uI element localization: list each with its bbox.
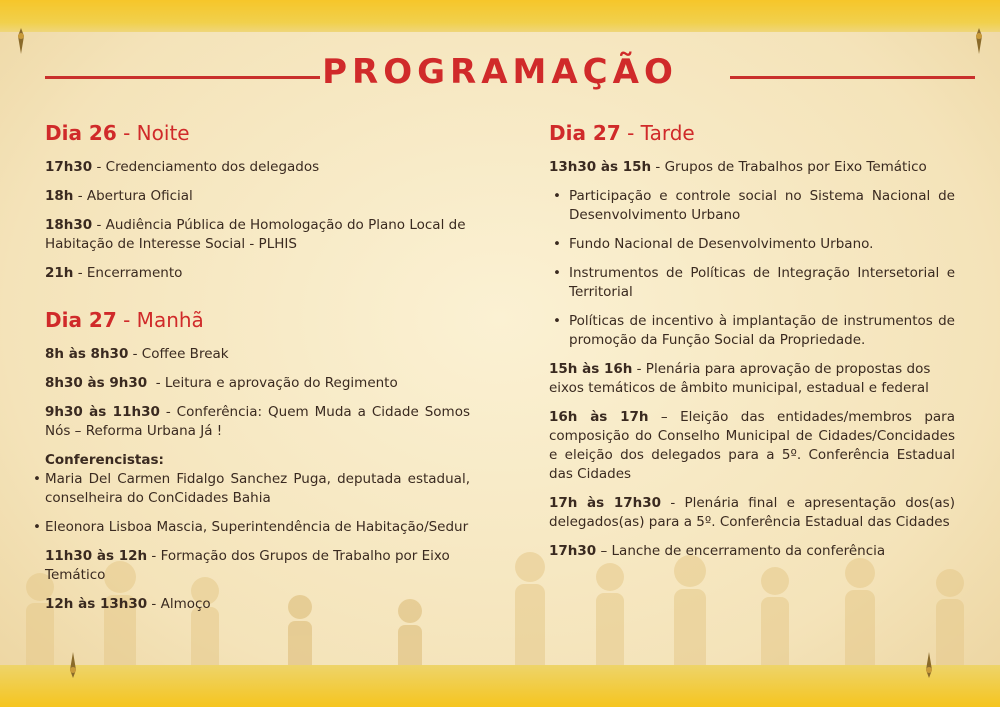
schedule-entry (45, 374, 470, 393)
entry-text: - Plenária para aprovação de propostas dos eixos temáticos de âmbito municipal, estadual e federal (549, 361, 931, 396)
day-heading-27-tarde (549, 120, 955, 146)
theme-text: Participação e controle social no Sistema Nacional de Desenvolvimento Urbano (569, 188, 955, 223)
bullet-icon: • (553, 265, 561, 281)
entry-text: - Credenciamento dos delegados (92, 159, 320, 175)
bullet-icon: • (553, 236, 561, 252)
theme-text: Instrumentos de Políticas de Integração Intersetorial e Territorial (569, 265, 955, 300)
entry-time: 9h30 às 11h30 (45, 404, 160, 420)
day-label: Dia 27 (549, 121, 621, 145)
left-column (33, 120, 470, 624)
schedule-entry (549, 360, 955, 398)
entry-text: - Encerramento (73, 265, 183, 281)
day-label: Dia 26 (45, 121, 117, 145)
entry-time: 15h às 16h (549, 361, 633, 377)
speakers-heading: Conferencistas: (45, 452, 164, 468)
schedule-entry (45, 345, 470, 364)
entry-time: 8h às 8h30 (45, 346, 129, 362)
entry-text: - Formação dos Grupos de Trabalho por Eixo Temático (45, 548, 450, 583)
day-period: - Tarde (627, 121, 695, 145)
schedule-entry (45, 595, 470, 614)
theme-item (549, 235, 955, 254)
speaker-text: Eleonora Lisboa Mascia, Superintendência de Habitação/Sedur (45, 519, 469, 535)
entry-text: - Conferência: Quem Muda a Cidade Somos Nós – Reforma Urbana Já ! (45, 404, 470, 439)
entry-time: 16h às 17h (549, 409, 649, 425)
corner-ornament-icon (12, 28, 30, 54)
day-heading-27-manha (45, 307, 470, 333)
theme-text: Fundo Nacional de Desenvolvimento Urbano. (569, 236, 874, 252)
entry-time: 13h30 às 15h (549, 159, 652, 175)
theme-item (549, 187, 955, 225)
entry-time: 17h às 17h30 (549, 495, 662, 511)
top-yellow-band (0, 0, 1000, 32)
corner-ornament-icon (970, 28, 988, 54)
speaker-item (33, 518, 470, 537)
entry-time: 21h (45, 265, 74, 281)
theme-item (549, 264, 955, 302)
corner-ornament-icon (64, 652, 82, 678)
entry-text: – Eleição das entidades/membros para composição do Conselho Municipal de Cidades/Concidades e eleição dos delegados para a 5º. Conferência Estadual das Cidades (549, 409, 956, 482)
entry-time: 12h às 13h30 (45, 596, 148, 612)
day-period: - Noite (123, 121, 190, 145)
entry-text: - Coffee Break (128, 346, 229, 362)
schedule-entry (45, 403, 470, 441)
entry-text: – Lanche de encerramento da conferência (596, 543, 886, 559)
schedule-entry (549, 158, 955, 177)
page-title: PROGRAMAÇÃO (322, 52, 678, 92)
schedule-entry (549, 408, 955, 484)
day-heading-26-noite (45, 120, 470, 146)
schedule-entry (45, 187, 470, 206)
day-period: - Manhã (123, 308, 204, 332)
schedule-entry (45, 264, 470, 283)
entry-time: 11h30 às 12h (45, 548, 148, 564)
schedule-entry (549, 494, 955, 532)
bullet-icon: • (33, 519, 41, 535)
entry-time: 17h30 (45, 159, 93, 175)
corner-ornament-icon (920, 652, 938, 678)
speaker-item (33, 470, 470, 508)
bullet-icon: • (553, 188, 561, 204)
entry-text: - Plenária final e apresentação dos(as) delegados(as) para a 5º. Conferência Estadual das Cidades (549, 495, 955, 530)
entry-time: 18h30 (45, 217, 93, 233)
entry-text: - Almoço (147, 596, 211, 612)
schedule-entry (45, 216, 470, 254)
bullet-icon: • (553, 313, 561, 329)
bullet-icon: • (33, 471, 41, 487)
speaker-text: Maria Del Carmen Fidalgo Sanchez Puga, deputada estadual, conselheira do ConCidades Bahia (45, 471, 470, 506)
spacer (45, 293, 470, 307)
schedule-entry (45, 158, 470, 177)
entry-text: - Grupos de Trabalhos por Eixo Temático (651, 159, 927, 175)
theme-item (549, 312, 955, 350)
day-label: Dia 27 (45, 308, 117, 332)
schedule-entry (45, 547, 470, 585)
entry-time: 8h30 às 9h30 (45, 375, 148, 391)
right-column (549, 120, 955, 571)
entry-text: - Audiência Pública de Homologação do Plano Local de Habitação de Interesse Social - PLHIS (45, 217, 466, 252)
entry-time: 17h30 (549, 543, 597, 559)
entry-time: 18h (45, 188, 74, 204)
theme-text: Políticas de incentivo à implantação de instrumentos de promoção da Função Social da Propriedade. (569, 313, 955, 348)
bottom-yellow-band (0, 665, 1000, 707)
schedule-entry (549, 542, 955, 561)
entry-text: - Leitura e aprovação do Regimento (147, 375, 398, 391)
entry-text: - Abertura Oficial (73, 188, 193, 204)
